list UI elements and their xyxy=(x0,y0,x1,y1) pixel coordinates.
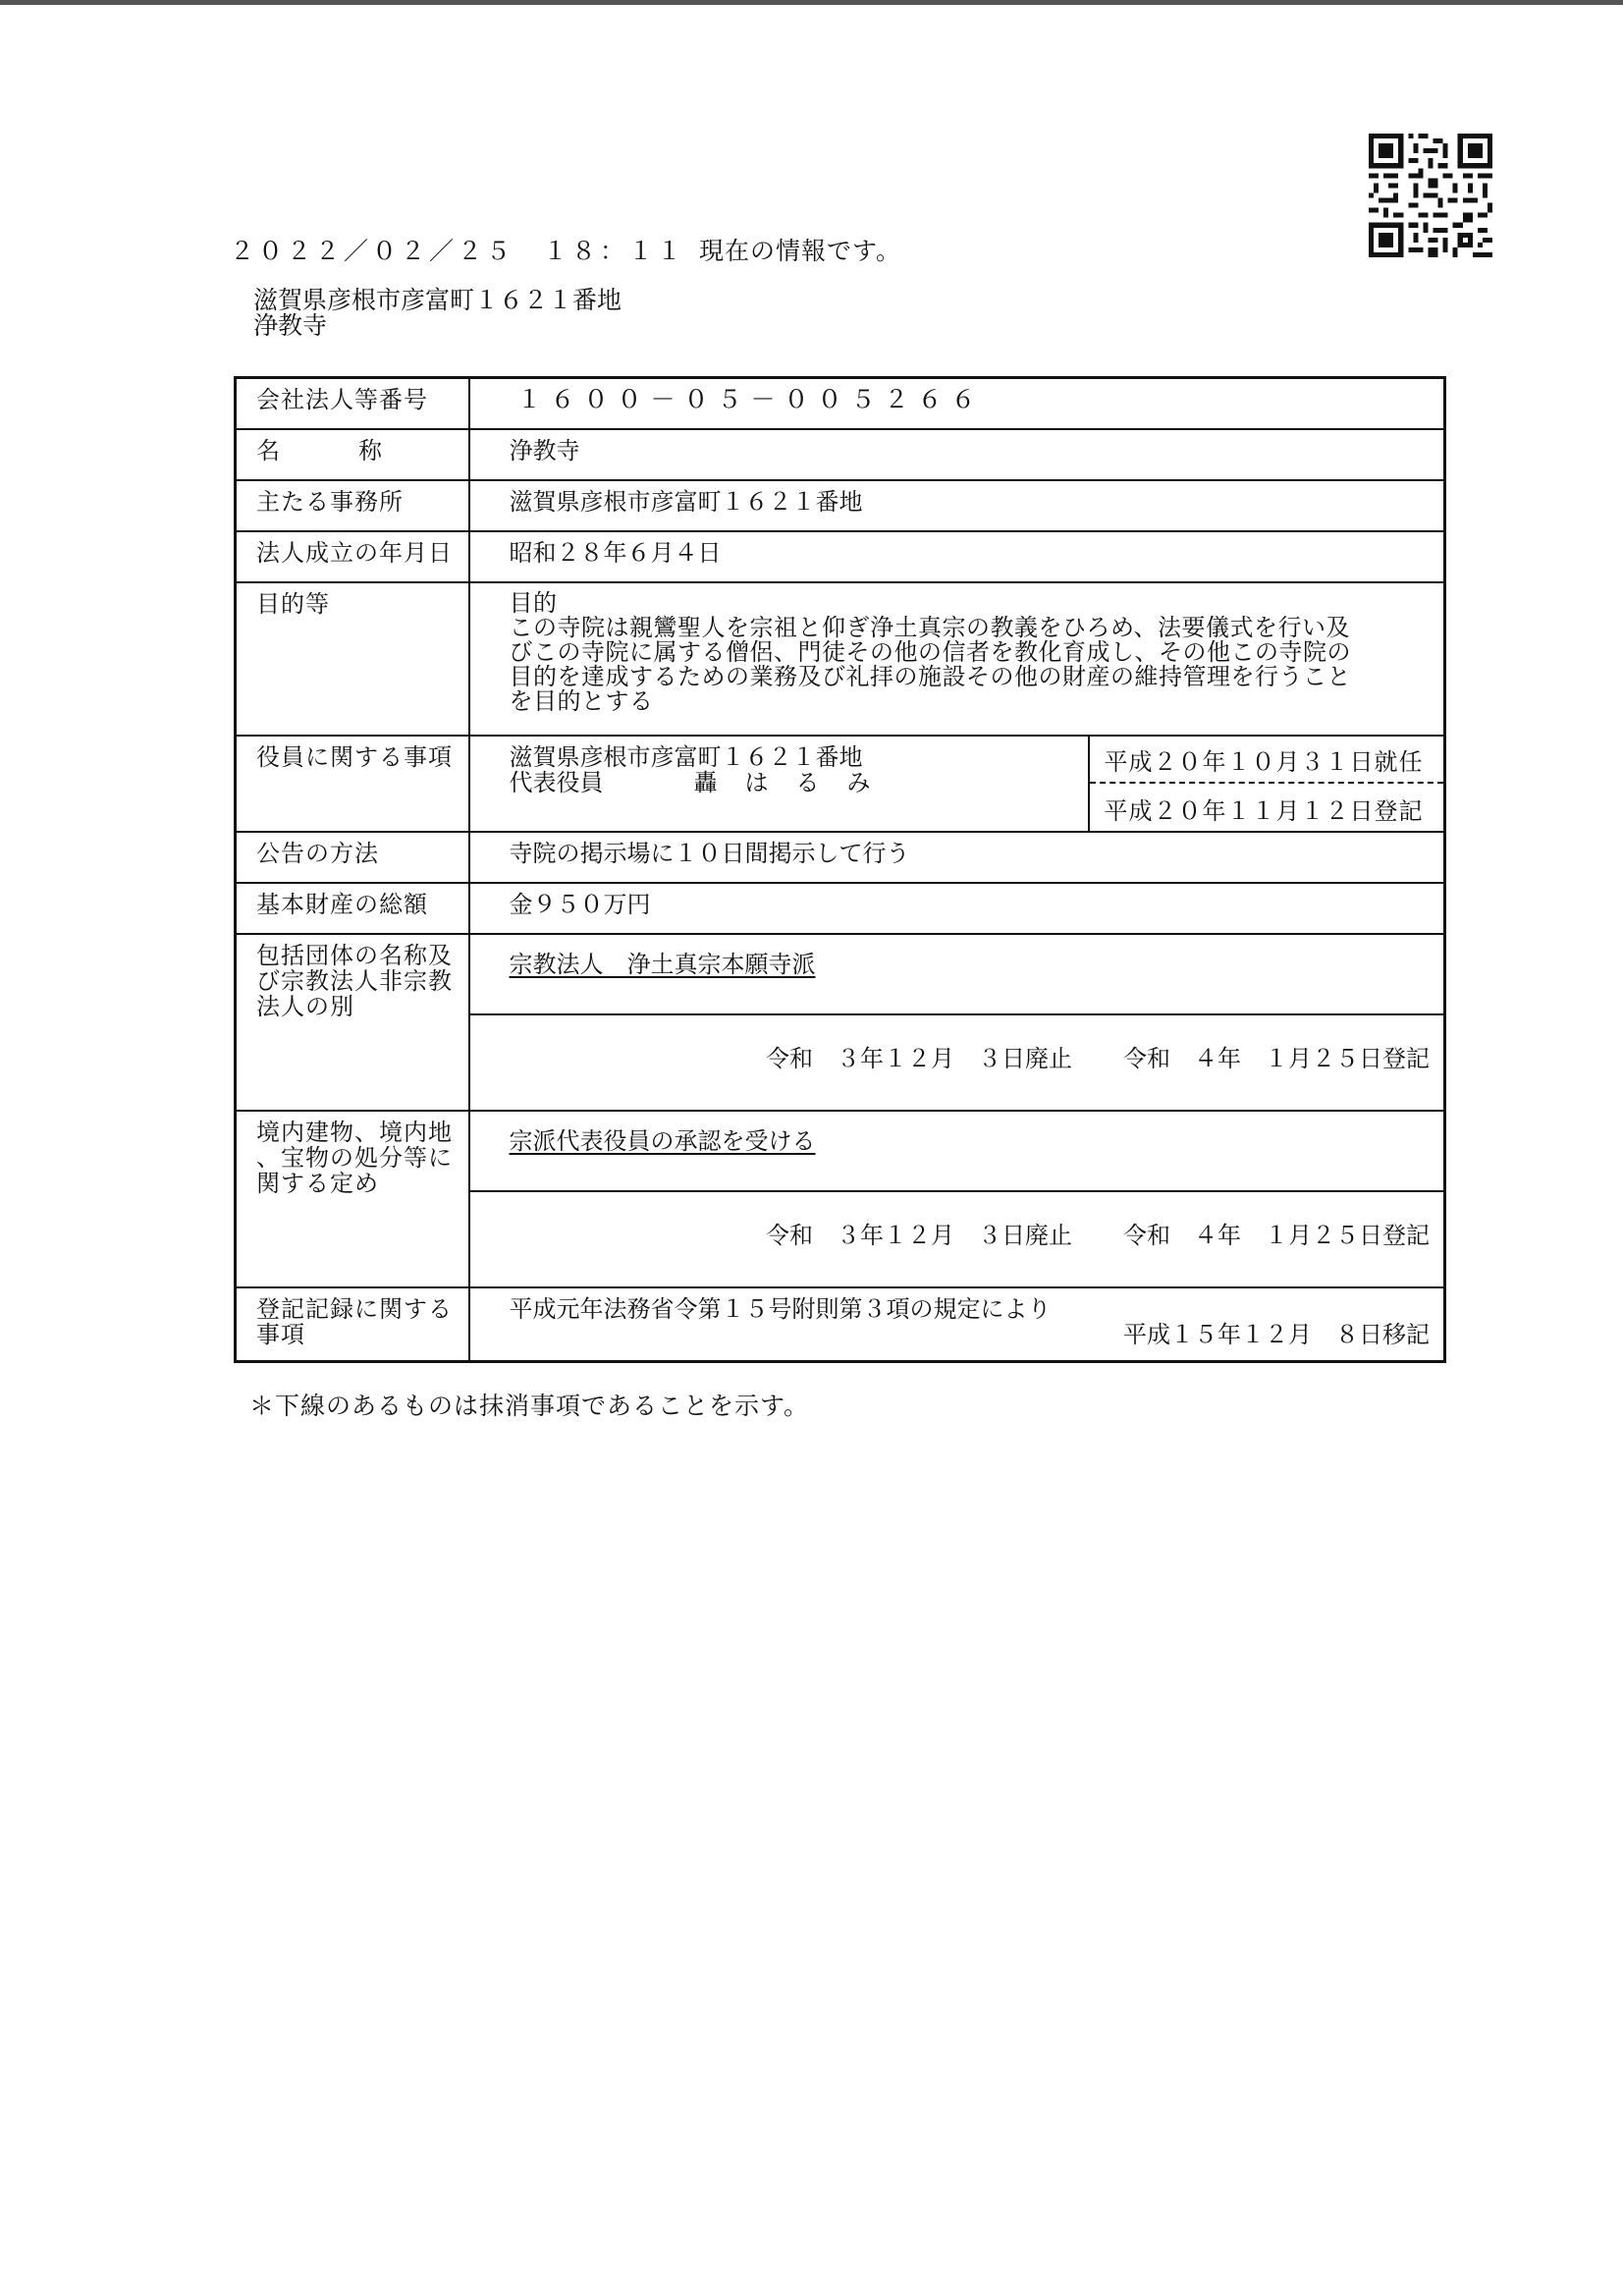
row-corp-number xyxy=(236,378,1445,429)
value-record xyxy=(469,1287,1445,1362)
row-main-office xyxy=(236,480,1445,531)
row-assets xyxy=(236,883,1445,934)
row-name xyxy=(236,429,1445,480)
label-notice: 公告の方法 xyxy=(236,832,469,883)
property-rules-registered: 令和 ４年 １月２５日登記 xyxy=(1123,1221,1430,1249)
header-address: 滋賀県彦根市彦富町１６２１番地 xyxy=(253,286,622,314)
timestamp-value: ２０２２／０２／２５ １８：１１ xyxy=(230,237,686,265)
officer-appointed: 平成２０年１０月３１日就任 xyxy=(1090,737,1443,784)
row-notice xyxy=(236,832,1445,883)
officer-address: 滋賀県彦根市彦富町１６２１番地 xyxy=(509,742,863,771)
value-main-office: 滋賀県彦根市彦富町１６２１番地 xyxy=(469,480,1445,531)
record-date: 平成１５年１２月 ８日移記 xyxy=(1123,1320,1430,1348)
value-property-rules xyxy=(469,1111,1445,1287)
row-record xyxy=(236,1287,1445,1362)
purpose-line: 目的を達成するための業務及び礼拝の施設その他の財産の維持管理を行うこと xyxy=(509,662,1351,690)
label-name: 名 称 xyxy=(236,429,469,480)
value-umbrella xyxy=(469,934,1445,1111)
purpose-line: を目的とする xyxy=(509,686,654,715)
registry-table xyxy=(234,376,1446,1363)
label-purpose: 目的等 xyxy=(236,582,469,736)
label-record xyxy=(236,1287,469,1362)
umbrella-registered: 令和 ４年 １月２５日登記 xyxy=(1123,1044,1430,1072)
row-umbrella xyxy=(236,934,1445,1111)
value-purpose xyxy=(469,582,1445,736)
label-line: 、宝物の処分等に xyxy=(256,1143,453,1172)
row-officers xyxy=(236,736,1445,832)
scan-edge xyxy=(0,0,1623,5)
officer-role-line xyxy=(510,770,1073,795)
label-line: 関する定め xyxy=(256,1169,379,1197)
retrieval-timestamp xyxy=(230,232,901,267)
header-name: 浄教寺 xyxy=(253,311,328,340)
umbrella-name: 宗教法人 浄土真宗本願寺派 xyxy=(509,950,816,978)
officer-person: 轟 は る み xyxy=(693,768,873,796)
property-rules-abolished: 令和 ３年１２月 ３日廃止 xyxy=(766,1221,1072,1249)
row-purpose xyxy=(236,582,1445,736)
row-established xyxy=(236,531,1445,582)
officer-dates xyxy=(1089,736,1444,832)
label-assets: 基本財産の総額 xyxy=(236,883,469,934)
label-line: 境内建物、境内地 xyxy=(256,1118,453,1146)
label-corp-number: 会社法人等番号 xyxy=(236,378,469,429)
qr-code xyxy=(1369,134,1492,257)
umbrella-abolished: 令和 ３年１２月 ３日廃止 xyxy=(766,1044,1072,1072)
label-property-rules xyxy=(236,1111,469,1287)
value-name: 浄教寺 xyxy=(469,429,1445,480)
purpose-line: びこの寺院に属する僧侶、門徒その他の信者を教化育成し、その他この寺院の xyxy=(509,637,1351,666)
label-main-office: 主たる事務所 xyxy=(236,480,469,531)
record-value: 平成元年法務省令第１５号附則第３項の規定により xyxy=(509,1294,1052,1323)
value-notice: 寺院の掲示場に１０日間掲示して行う xyxy=(469,832,1445,883)
label-line: び宗教法人非宗教 xyxy=(256,966,453,995)
value-officers xyxy=(469,736,1090,832)
label-officers: 役員に関する事項 xyxy=(236,736,469,832)
timestamp-note: 現在の情報です。 xyxy=(699,237,902,265)
value-assets: 金９５０万円 xyxy=(469,883,1445,934)
row-property-rules xyxy=(236,1111,1445,1287)
purpose-line: この寺院は親鸞聖人を宗祖と仰ぎ浄土真宗の教義をひろめ、法要儀式を行い及 xyxy=(509,613,1351,641)
label-line: 登記記録に関する xyxy=(256,1294,453,1323)
officer-role: 代表役員 xyxy=(509,768,604,796)
officer-registered: 平成２０年１１月１２日登記 xyxy=(1104,796,1424,825)
footnote: ＊下線のあるものは抹消事項であることを示す。 xyxy=(249,1392,810,1420)
purpose-heading: 目的 xyxy=(509,588,558,617)
label-line: 法人の別 xyxy=(256,992,354,1020)
label-line: 包括団体の名称及 xyxy=(256,941,453,969)
label-umbrella xyxy=(236,934,469,1111)
value-corp-number: １６００－０５－００５２６６ xyxy=(469,378,1445,429)
label-established: 法人成立の年月日 xyxy=(236,531,469,582)
property-rules-value: 宗派代表役員の承認を受ける xyxy=(509,1126,816,1155)
value-established: 昭和２８年６月４日 xyxy=(469,531,1445,582)
label-line: 事項 xyxy=(256,1320,305,1348)
